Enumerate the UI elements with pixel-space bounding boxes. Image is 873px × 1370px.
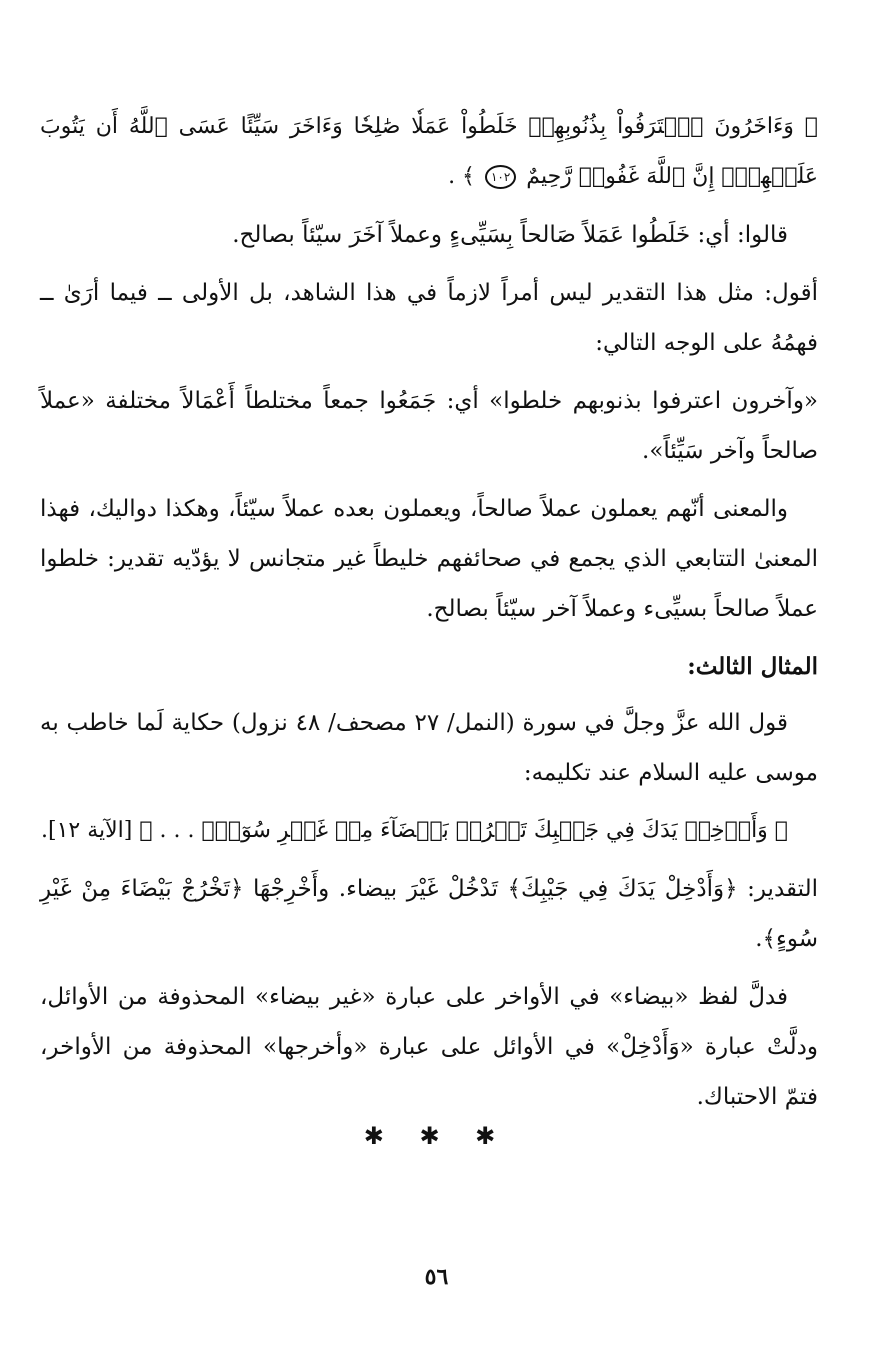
paragraph-quote-intro: قول الله عزَّ وجلَّ في سورة (النمل/ ٢٧ مصحف/ ٤٨ نزول) حكاية لَما خاطب به موسى عليه السلام عند تكليمه: xyxy=(40,710,818,786)
page-body xyxy=(40,102,818,1130)
section-separator: ✱ ✱ ✱ xyxy=(363,1122,510,1150)
quran-verse-moses: ﴿ وَأَدۡخِلۡ يَدَكَ فِي جَيۡبِكَ تَخۡرُجۡ بَيۡضَآءَ مِنۡ غَيۡرِ سُوٓءٖۖ . . . ﴾ [الآية ١٢]. xyxy=(40,818,788,843)
paragraph-qalu: قالوا: أي: خَلَطُوا عَمَلاً صَالحاً بِسَيِّىءٍ وعملاً آخَرَ سيّئاً بصالح. xyxy=(232,222,788,248)
paragraph-taqdir: التقدير: ﴿وَأَدْخِلْ يَدَكَ فِي جَيْبِكَ﴾ تَدْخُلْ غَيْرَ بيضاء. وأَخْرِجْهَا ﴿تَخْرُجْ بَيْضَاءَ مِنْ غَيْرِ سُوءٍ﴾. xyxy=(40,876,818,952)
paragraph-aqulu: أقول: مثل هذا التقدير ليس أمراً لازماً في هذا الشاهد، بل الأولى ــ فيما أرَىٰ ــ فهمُهُ على الوجه التالي: xyxy=(40,280,818,356)
paragraph-interpretation: «وآخرون اعترفوا بذنوبهم خلطوا» أي: جَمَعُوا جمعاً مختلطاً أَعْمَالاً مختلفة «عملاً صالحاً وآخر سَيِّئاً». xyxy=(40,388,818,464)
paragraph-conclusion: فدلَّ لفظ «بيضاء» في الأواخر على عبارة «غير بيضاء» المحذوفة من الأوائل، ودلَّتْ عبارة «وَأَدْخِلْ» في الأوائل على عبارة «وأخرجها» المحذوفة من الأواخر، فتمّ الاحتباك. xyxy=(40,984,818,1110)
quran-verse-tail: ﴾ . xyxy=(448,164,475,189)
paragraph-meaning: والمعنى أنّهم يعملون عملاً صالحاً، ويعملون بعده عملاً سيّئاً، وهكذا دواليك، فهذا المعنىٰ التتابعي الذي يجمع في صحائفهم خليطاً غير متجانس لا يؤدّيه تقدير: خلطوا عملاً صالحاً بسيِّىء وعملاً آخر سيّئاً بصالح. xyxy=(40,496,818,622)
page-number: ٥٦ xyxy=(424,1264,449,1290)
ayah-number-marker: ١٠٢ xyxy=(485,165,516,189)
section-heading: المثال الثالث: xyxy=(687,653,818,680)
quran-verse-paragraph xyxy=(40,102,818,202)
quran-verse-text: ﴿ وَءَاخَرُونَ ٱعۡتَرَفُواْ بِذُنُوبِهِمۡ خَلَطُواْ عَمَلٗا صَٰلِحٗا وَءَاخَرَ سَيِّئًا عَسَى ٱللَّهُ أَن يَتُوبَ عَلَيۡهِمۡۚ إِنَّ ٱللَّهَ غَفُورٞ رَّحِيمٌ xyxy=(40,114,818,189)
